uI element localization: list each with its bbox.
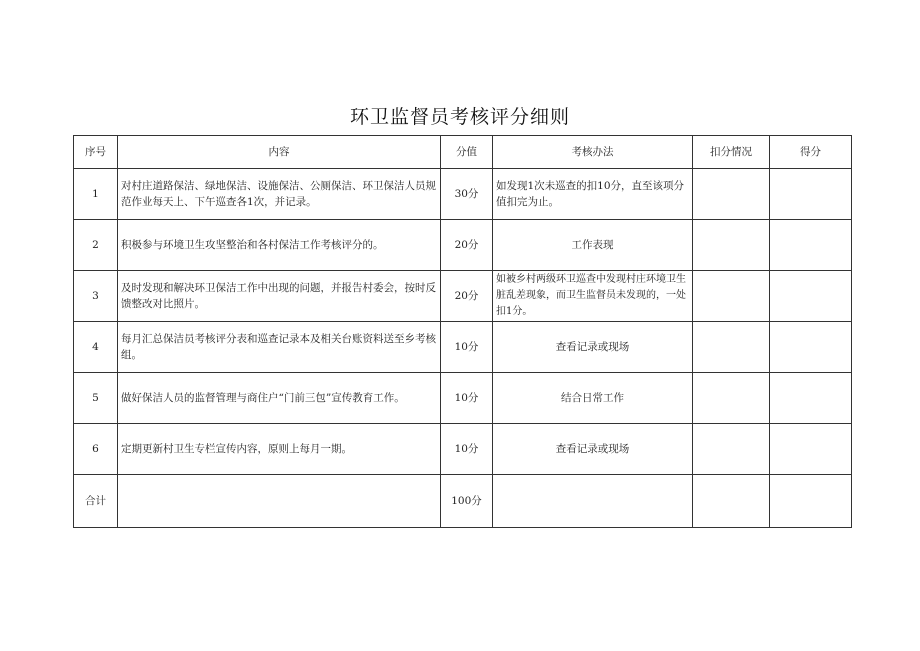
row-method: 工作表现 bbox=[493, 220, 693, 271]
total-deduction-cell[interactable] bbox=[693, 475, 770, 528]
row-method: 查看记录或现场 bbox=[493, 322, 693, 373]
header-content: 内容 bbox=[118, 136, 441, 169]
page-title: 环卫监督员考核评分细则 bbox=[349, 106, 570, 128]
row-content: 定期更新村卫生专栏宣传内容，原则上每月一期。 bbox=[118, 424, 441, 475]
row-result-cell[interactable] bbox=[770, 271, 852, 322]
row-result-cell[interactable] bbox=[770, 373, 852, 424]
header-index: 序号 bbox=[74, 136, 118, 169]
total-result-cell[interactable] bbox=[770, 475, 852, 528]
row-method: 如被乡村两级环卫巡查中发现村庄环境卫生脏乱差现象，而卫生监督员未发现的，一处扣1分。 bbox=[493, 271, 693, 322]
row-result-cell[interactable] bbox=[770, 424, 852, 475]
row-deduction-cell[interactable] bbox=[693, 271, 770, 322]
row-content: 做好保洁人员的监督管理与商住户“门前三包”宣传教育工作。 bbox=[118, 373, 441, 424]
total-method bbox=[493, 475, 693, 528]
table-header-row bbox=[74, 136, 852, 169]
row-score: 20分 bbox=[441, 220, 493, 271]
row-deduction-cell[interactable] bbox=[693, 220, 770, 271]
row-content: 对村庄道路保洁、绿地保洁、设施保洁、公厕保洁、环卫保洁人员规范作业每天上、下午巡查各1次，并记录。 bbox=[118, 169, 441, 220]
header-deduction: 扣分情况 bbox=[693, 136, 770, 169]
row-result-cell[interactable] bbox=[770, 220, 852, 271]
row-deduction-cell[interactable] bbox=[693, 424, 770, 475]
total-row bbox=[74, 475, 852, 528]
row-deduction-cell[interactable] bbox=[693, 169, 770, 220]
row-method: 结合日常工作 bbox=[493, 373, 693, 424]
row-result-cell[interactable] bbox=[770, 169, 852, 220]
row-deduction-cell[interactable] bbox=[693, 322, 770, 373]
evaluation-table bbox=[73, 135, 852, 528]
row-score: 10分 bbox=[441, 322, 493, 373]
row-index: 3 bbox=[74, 271, 118, 322]
row-score: 10分 bbox=[441, 373, 493, 424]
row-index: 6 bbox=[74, 424, 118, 475]
table-row bbox=[74, 169, 852, 220]
row-content: 积极参与环境卫生攻坚整治和各村保洁工作考核评分的。 bbox=[118, 220, 441, 271]
row-index: 5 bbox=[74, 373, 118, 424]
total-content bbox=[118, 475, 441, 528]
table-row bbox=[74, 322, 852, 373]
table-row bbox=[74, 424, 852, 475]
row-content: 及时发现和解决环卫保洁工作中出现的问题，并报告村委会，按时反馈整改对比照片。 bbox=[118, 271, 441, 322]
row-index: 1 bbox=[74, 169, 118, 220]
header-score: 分值 bbox=[441, 136, 493, 169]
row-content: 每月汇总保洁员考核评分表和巡查记录本及相关台账资料送至乡考核组。 bbox=[118, 322, 441, 373]
total-label: 合计 bbox=[74, 475, 118, 528]
table-row bbox=[74, 220, 852, 271]
header-result: 得分 bbox=[770, 136, 852, 169]
row-index: 4 bbox=[74, 322, 118, 373]
row-method: 查看记录或现场 bbox=[493, 424, 693, 475]
row-result-cell[interactable] bbox=[770, 322, 852, 373]
row-index: 2 bbox=[74, 220, 118, 271]
row-score: 30分 bbox=[441, 169, 493, 220]
row-score: 10分 bbox=[441, 424, 493, 475]
row-method: 如发现1次未巡查的扣10分，直至该项分值扣完为止。 bbox=[493, 169, 693, 220]
table-row bbox=[74, 373, 852, 424]
row-deduction-cell[interactable] bbox=[693, 373, 770, 424]
total-score: 100分 bbox=[441, 475, 493, 528]
header-method: 考核办法 bbox=[493, 136, 693, 169]
table-row bbox=[74, 271, 852, 322]
row-score: 20分 bbox=[441, 271, 493, 322]
